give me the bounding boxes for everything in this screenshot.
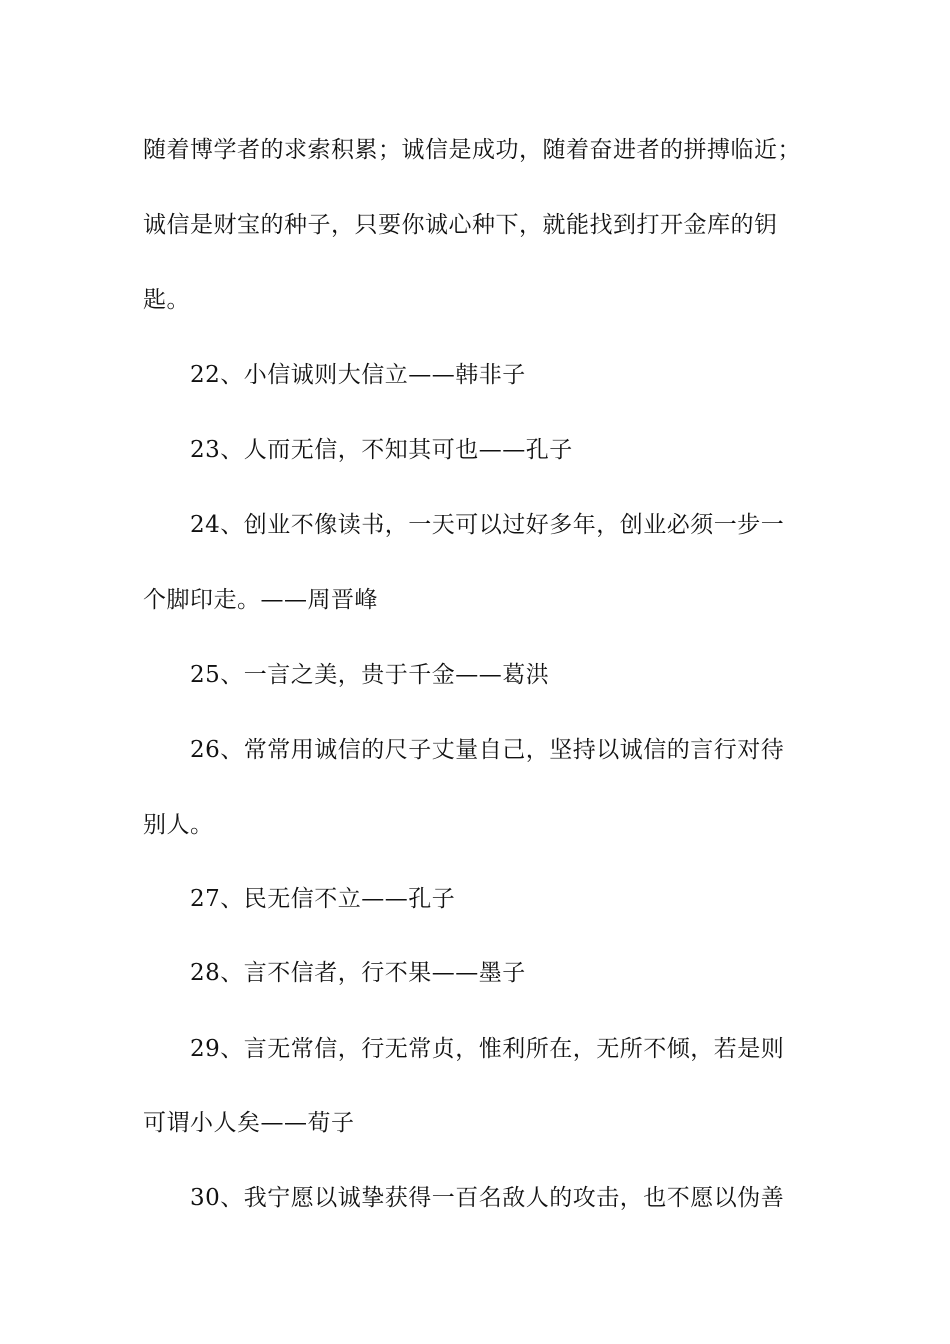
quote-26: 26、常常用诚信的尺子丈量自己，坚持以诚信的言行对待 [190,737,785,763]
quote-24: 24、创业不像读书，一天可以过好多年，创业必须一步一 [190,512,785,538]
quote-23: 23、人而无信，不知其可也——孔子 [190,437,573,463]
text-line-2: 诚信是财宝的种子，只要你诚心种下，就能找到打开金库的钥 [143,212,778,238]
quote-29-cont: 可谓小人矣——荀子 [143,1110,355,1136]
quote-28: 28、言不信者，行不果——墨子 [190,960,526,986]
quote-27: 27、民无信不立——孔子 [190,886,456,912]
text-line-1: 随着博学者的求索积累；诚信是成功，随着奋进者的拼搏临近； [143,137,801,163]
quote-30: 30、我宁愿以诚挚获得一百名敌人的攻击，也不愿以伪善 [190,1185,785,1211]
quote-26-cont: 别人。 [143,812,214,838]
text-line-3: 匙。 [143,287,190,313]
quote-22: 22、小信诚则大信立——韩非子 [190,362,526,388]
quote-29: 29、言无常信，行无常贞，惟利所在，无所不倾，若是则 [190,1036,785,1062]
quote-25: 25、一言之美，贵于千金——葛洪 [190,662,550,688]
quote-24-cont: 个脚印走。——周晋峰 [143,587,378,613]
